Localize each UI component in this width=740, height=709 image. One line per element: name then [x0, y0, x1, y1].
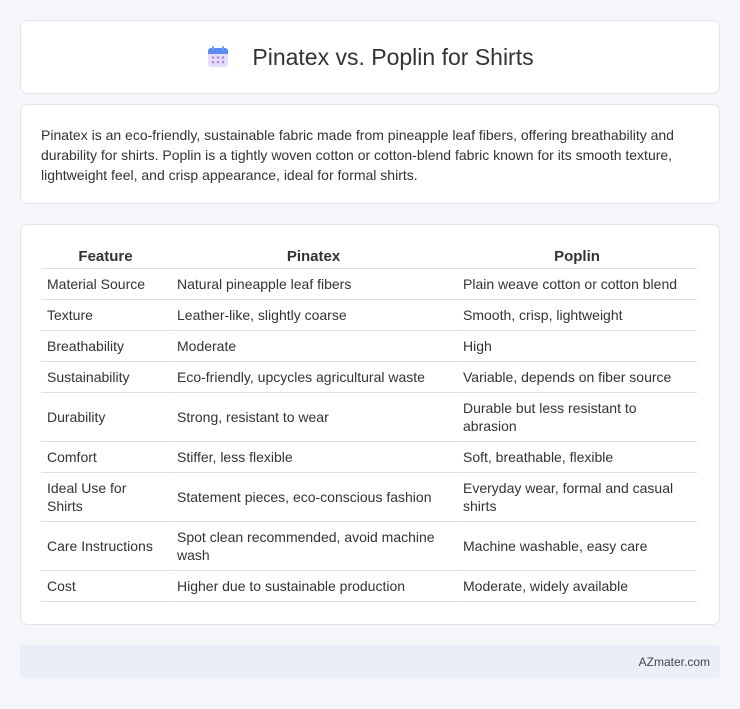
- table-row: [41, 362, 697, 393]
- poplin-cell: High: [456, 331, 697, 362]
- pinatex-cell: Statement pieces, eco-conscious fashion: [170, 473, 456, 522]
- title-card: [20, 20, 720, 94]
- pinatex-cell: Moderate: [170, 331, 456, 362]
- feature-cell: Durability: [41, 393, 170, 442]
- column-header-poplin: Poplin: [456, 245, 697, 269]
- footer: [20, 645, 720, 678]
- pinatex-cell: Natural pineapple leaf fibers: [170, 269, 456, 300]
- table-row: [41, 442, 697, 473]
- feature-cell: Cost: [41, 571, 170, 602]
- table-header-row: [41, 245, 697, 269]
- comparison-table: [41, 245, 697, 602]
- poplin-cell: Variable, depends on fiber source: [456, 362, 697, 393]
- pinatex-cell: Stiffer, less flexible: [170, 442, 456, 473]
- pinatex-cell: Spot clean recommended, avoid machine wash: [170, 522, 456, 571]
- feature-cell: Care Instructions: [41, 522, 170, 571]
- poplin-cell: Plain weave cotton or cotton blend: [456, 269, 697, 300]
- poplin-cell: Durable but less resistant to abrasion: [456, 393, 697, 442]
- feature-cell: Material Source: [41, 269, 170, 300]
- feature-cell: Texture: [41, 300, 170, 331]
- pinatex-cell: Leather-like, slightly coarse: [170, 300, 456, 331]
- table-row: [41, 473, 697, 522]
- column-header-feature: Feature: [41, 245, 170, 269]
- page-title: Pinatex vs. Poplin for Shirts: [252, 43, 534, 70]
- pinatex-cell: Eco-friendly, upcycles agricultural waste: [170, 362, 456, 393]
- feature-cell: Comfort: [41, 442, 170, 473]
- table-row: [41, 393, 697, 442]
- poplin-cell: Moderate, widely available: [456, 571, 697, 602]
- table-row: [41, 522, 697, 571]
- comparison-table-card: [20, 224, 720, 625]
- pinatex-cell: Higher due to sustainable production: [170, 571, 456, 602]
- feature-cell: Ideal Use for Shirts: [41, 473, 170, 522]
- calendar-icon: [206, 45, 230, 69]
- footer-brand[interactable]: AZmater.com: [638, 654, 710, 669]
- poplin-cell: Soft, breathable, flexible: [456, 442, 697, 473]
- table-row: [41, 331, 697, 362]
- table-row: [41, 571, 697, 602]
- table-row: [41, 300, 697, 331]
- pinatex-cell: Strong, resistant to wear: [170, 393, 456, 442]
- poplin-cell: Everyday wear, formal and casual shirts: [456, 473, 697, 522]
- feature-cell: Sustainability: [41, 362, 170, 393]
- poplin-cell: Machine washable, easy care: [456, 522, 697, 571]
- description-card: [20, 104, 720, 204]
- column-header-pinatex: Pinatex: [170, 245, 456, 269]
- feature-cell: Breathability: [41, 331, 170, 362]
- poplin-cell: Smooth, crisp, lightweight: [456, 300, 697, 331]
- table-row: [41, 269, 697, 300]
- description-text: Pinatex is an eco-friendly, sustainable fabric made from pineapple leaf fibers, offering breathability and durability for shirts. Poplin is a tightly woven cotton or cotton-blend fabric known for its smooth texture, lightweight feel, and crisp appearance, ideal for formal shirts.: [41, 127, 674, 183]
